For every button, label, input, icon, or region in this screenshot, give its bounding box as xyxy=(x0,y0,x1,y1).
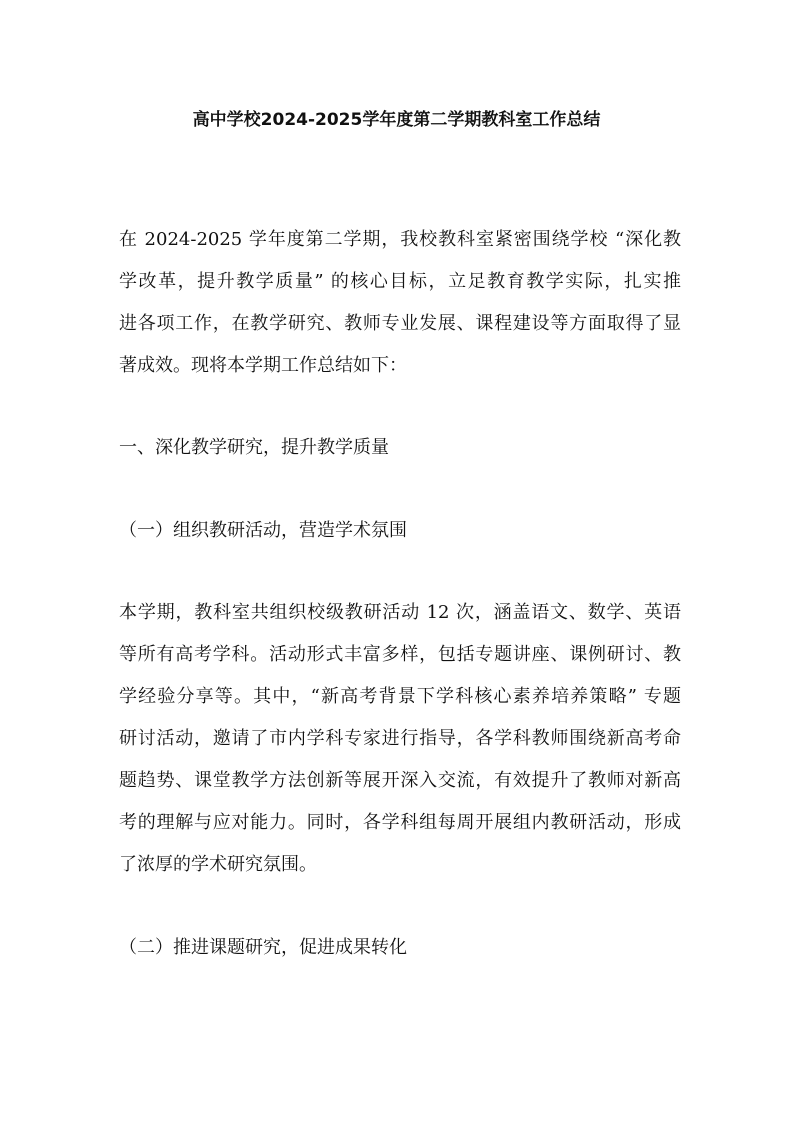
paragraph-line: 等所有高考学科。活动形式丰富多样，包括专题讲座、课例研讨、教 xyxy=(119,644,681,665)
intro-line: 著成效。现将本学期工作总结如下： xyxy=(119,355,407,376)
document-title: 高中学校2024-2025学年度第二学期教科室工作总结 xyxy=(192,110,601,130)
intro-line: 在 2024-2025 学年度第二学期，我校教科室紧密围绕学校 “深化教 xyxy=(119,229,681,250)
paragraph-line: 学经验分享等。其中，“新高考背景下学科核心素养培养策略” 专题 xyxy=(119,686,681,707)
subsection-heading: （二）推进课题研究，促进成果转化 xyxy=(119,937,407,958)
intro-line: 学改革，提升教学质量” 的核心目标，立足教育教学实际，扎实推 xyxy=(119,271,681,292)
paragraph-line: 考的理解与应对能力。同时，各学科组每周开展组内教研活动，形成 xyxy=(119,812,681,833)
paragraph-line: 了浓厚的学术研究氛围。 xyxy=(119,854,317,875)
subsection-heading: （一）组织教研活动，营造学术氛围 xyxy=(119,520,407,541)
paragraph-line: 题趋势、课堂教学方法创新等展开深入交流，有效提升了教师对新高 xyxy=(119,770,681,791)
section-heading: 一、深化教学研究，提升教学质量 xyxy=(119,437,389,458)
paragraph-line: 研讨活动，邀请了市内学科专家进行指导，各学科教师围绕新高考命 xyxy=(119,728,681,749)
paragraph-line: 本学期，教科室共组织校级教研活动 12 次，涵盖语文、数学、英语 xyxy=(119,602,681,623)
intro-line: 进各项工作，在教学研究、教师专业发展、课程建设等方面取得了显 xyxy=(119,313,681,334)
